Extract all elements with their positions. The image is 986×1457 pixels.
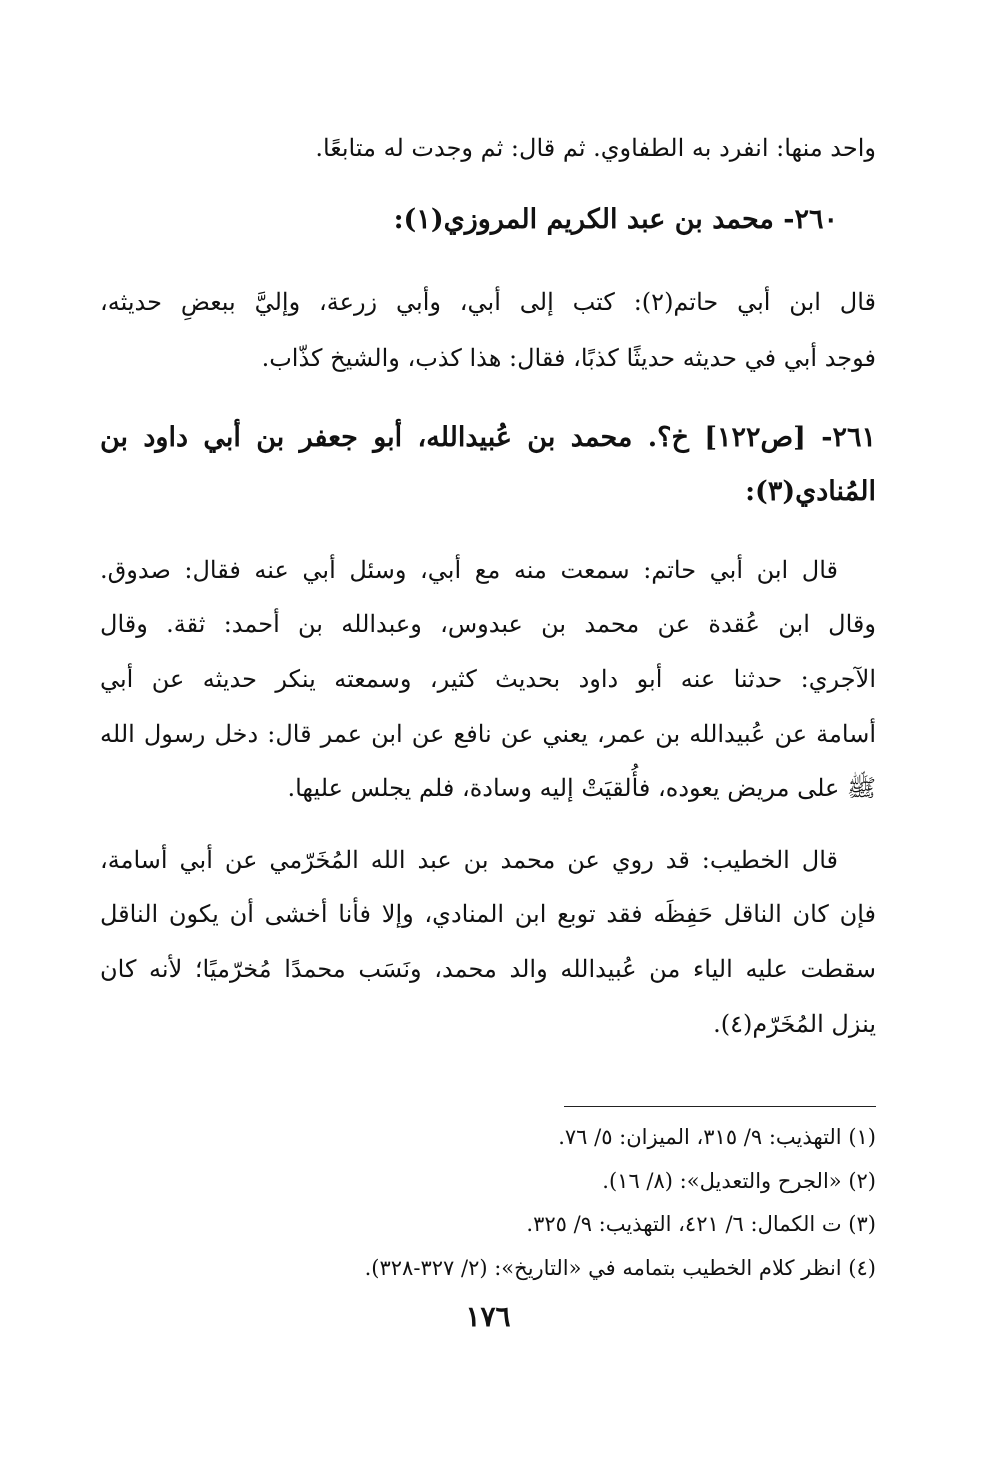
text-line-15: ينزل المُخَرّم(٤). [713, 1010, 876, 1038]
text-line-14: سقطت عليه الياء من عُبيدالله والد محمد، ونَسَب محمدًا مُخرّميًا؛ لأنه كان [100, 955, 876, 983]
text-line-12: قال الخطيب: قد روي عن محمد بن عبد الله المُخَرّمي عن أبي أسامة، [100, 846, 838, 874]
text-line-13: فإن كان الناقل حَفِظَه فقد توبع ابن المنادي، وإلا فأنا أخشى أن يكون الناقل [100, 900, 876, 928]
text-line-10: أسامة عن عُبيدالله بن عمر، يعني عن نافع عن ابن عمر قال: دخل رسول الله [100, 720, 876, 748]
footnote-3: (٣) ت الكمال: ٦/ ٤٢١، التهذيب: ٩/ ٣٢٥. [526, 1212, 876, 1236]
footnote-2: (٢) «الجرح والتعديل»: (٨/ ١٦). [602, 1169, 876, 1193]
text-line-8: وقال ابن عُقدة عن محمد بن عبدوس، وعبدالله بن أحمد: ثقة. وقال [100, 610, 876, 638]
text-line-7: قال ابن أبي حاتم: سمعت منه مع أبي، وسئل أبي عنه فقال: صدوق. [100, 556, 838, 584]
book-page [100, 0, 876, 1457]
text-line-11: ﷺ على مريض يعوده، فأُلقيَتْ إليه وسادة، فلم يجلس عليها. [287, 774, 876, 802]
entry-heading-261-part2: المُنادي(٣): [745, 476, 876, 507]
text-line-3: قال ابن أبي حاتم(٢): كتب إلى أبي، وأبي زرعة، وإليَّ ببعضِ حديثه، [100, 288, 877, 316]
text-line-4: فوجد أبي في حديثه حديثًا كذبًا، فقال: هذا كذب، والشيخ كذّاب. [261, 344, 876, 372]
footnote-4: (٤) انظر كلام الخطيب بتمامه في «التاريخ»: (٢/ ٣٢٧-٣٢٨). [364, 1256, 876, 1280]
page-number: ١٧٦ [465, 1300, 511, 1333]
text-line-9: الآجري: حدثنا عنه أبو داود بحديث كثير، وسمعته ينكر حديثه عن أبي [100, 665, 876, 693]
text-line-1: واحد منها: انفرد به الطفاوي. ثم قال: ثم وجدت له متابعًا. [315, 134, 876, 162]
footnote-separator [564, 1106, 876, 1107]
entry-heading-261-part1: ٢٦١- [ص١٢٢] خ؟. محمد بن عُبيدالله، أبو جعفر بن أبي داود بن [100, 422, 876, 453]
entry-heading-260: ٢٦٠- محمد بن عبد الكريم المروزي(١): [393, 204, 838, 235]
footnote-1: (١) التهذيب: ٩/ ٣١٥، الميزان: ٥/ ٧٦. [558, 1125, 876, 1149]
